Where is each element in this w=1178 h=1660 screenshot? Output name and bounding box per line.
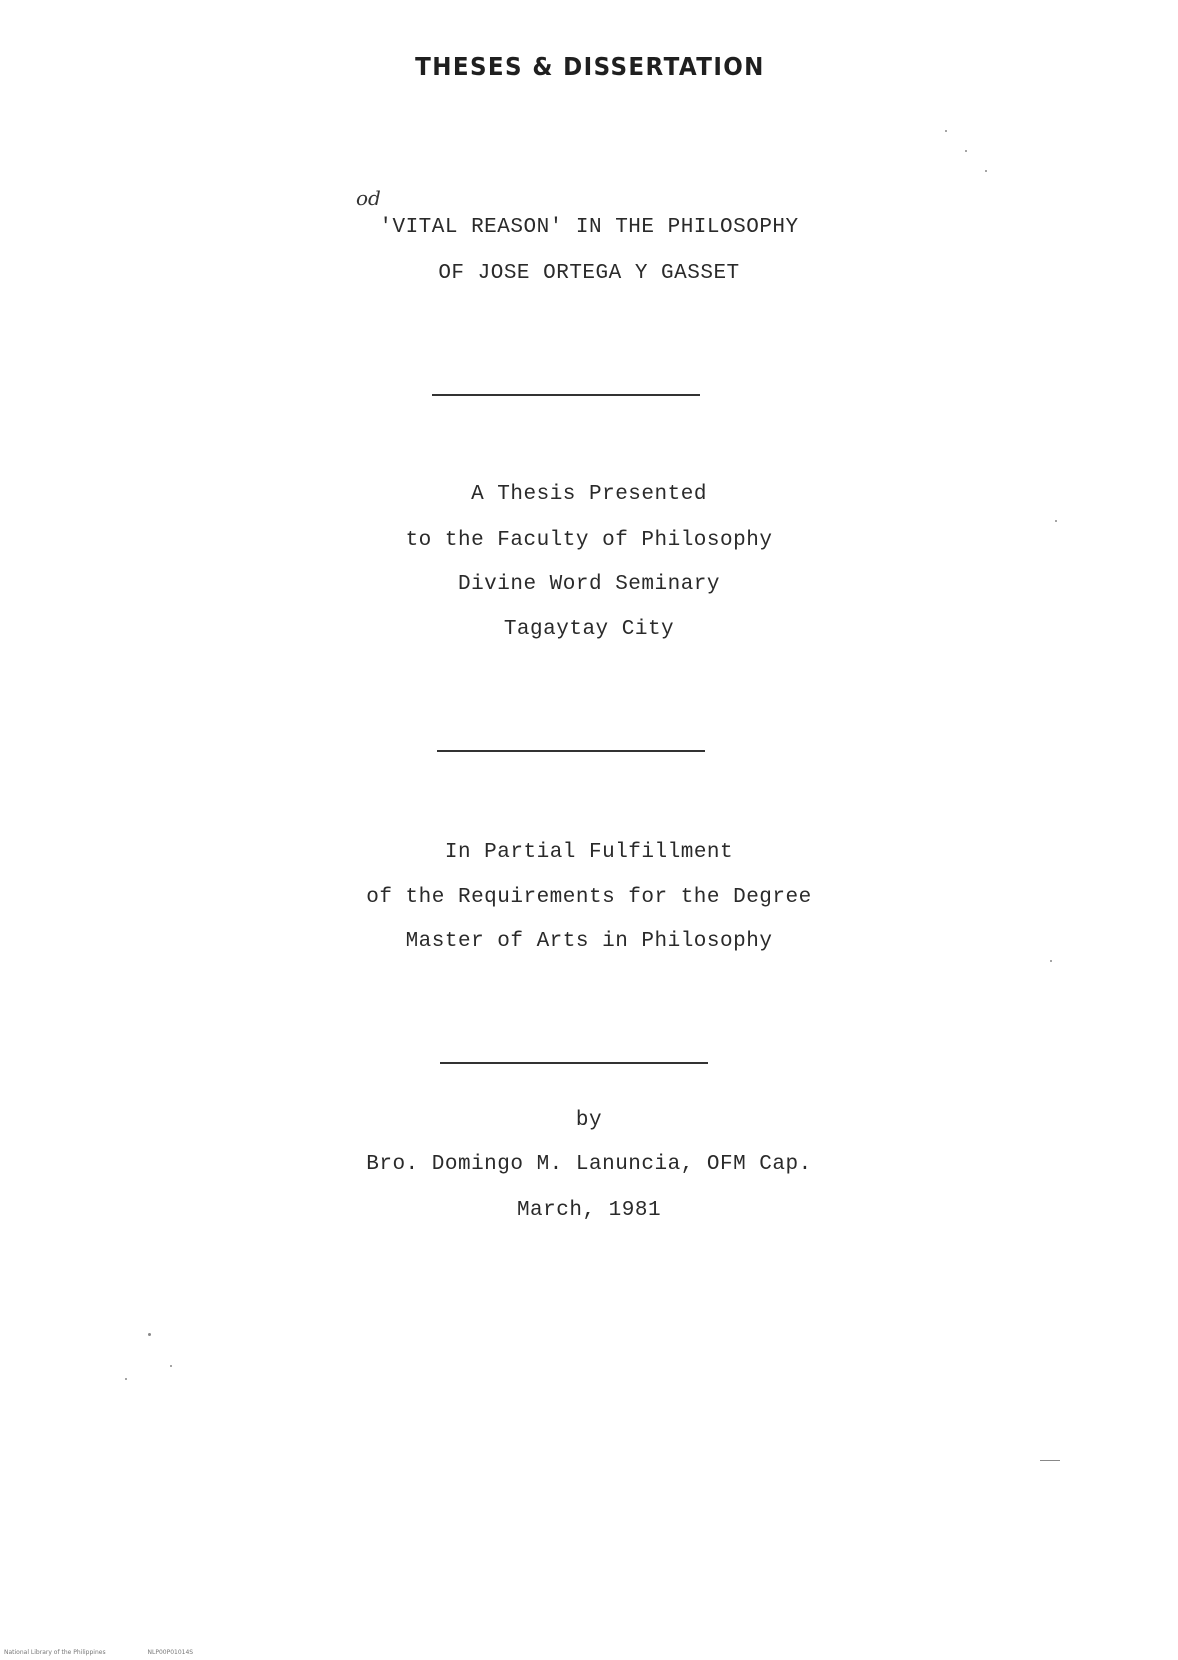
scan-speck — [148, 1333, 151, 1336]
divider-2 — [437, 750, 705, 752]
divider-1 — [432, 394, 700, 396]
fulfillment-line-3: Master of Arts in Philosophy — [405, 930, 773, 953]
handwritten-annotation: od — [356, 186, 381, 210]
thesis-title-line-1: 'VITAL REASON' IN THE PHILOSOPHY — [379, 216, 799, 239]
scan-speck — [125, 1378, 127, 1380]
fulfillment-line-2: of the Requirements for the Degree — [366, 886, 812, 909]
submission-date: March, 1981 — [516, 1199, 662, 1222]
scan-speck — [170, 1365, 172, 1367]
presentation-line-4: Tagaytay City — [503, 618, 675, 641]
scan-footer — [4, 1649, 233, 1656]
fulfillment-line-1: In Partial Fulfillment — [444, 841, 734, 864]
presentation-line-2: to the Faculty of Philosophy — [405, 529, 773, 552]
collection-stamp: THESES & DISSERTATION — [415, 52, 765, 81]
thesis-title-line-2: OF JOSE ORTEGA Y GASSET — [438, 262, 740, 285]
divider-3 — [440, 1062, 708, 1064]
scan-speck — [985, 170, 987, 172]
presentation-line-1: A Thesis Presented — [471, 483, 707, 506]
scan-speck — [965, 150, 967, 152]
footer-id: NLP00P01014S — [147, 1649, 194, 1656]
scan-speck — [945, 130, 947, 132]
presentation-line-3: Divine Word Seminary — [457, 573, 721, 596]
author-by: by — [575, 1109, 603, 1132]
author-name: Bro. Domingo M. Lanuncia, OFM Cap. — [366, 1153, 812, 1176]
scan-speck — [1040, 1460, 1060, 1461]
scan-speck — [1050, 960, 1052, 962]
scan-speck — [1055, 520, 1057, 522]
footer-library: National Library of the Philippines — [4, 1649, 106, 1656]
